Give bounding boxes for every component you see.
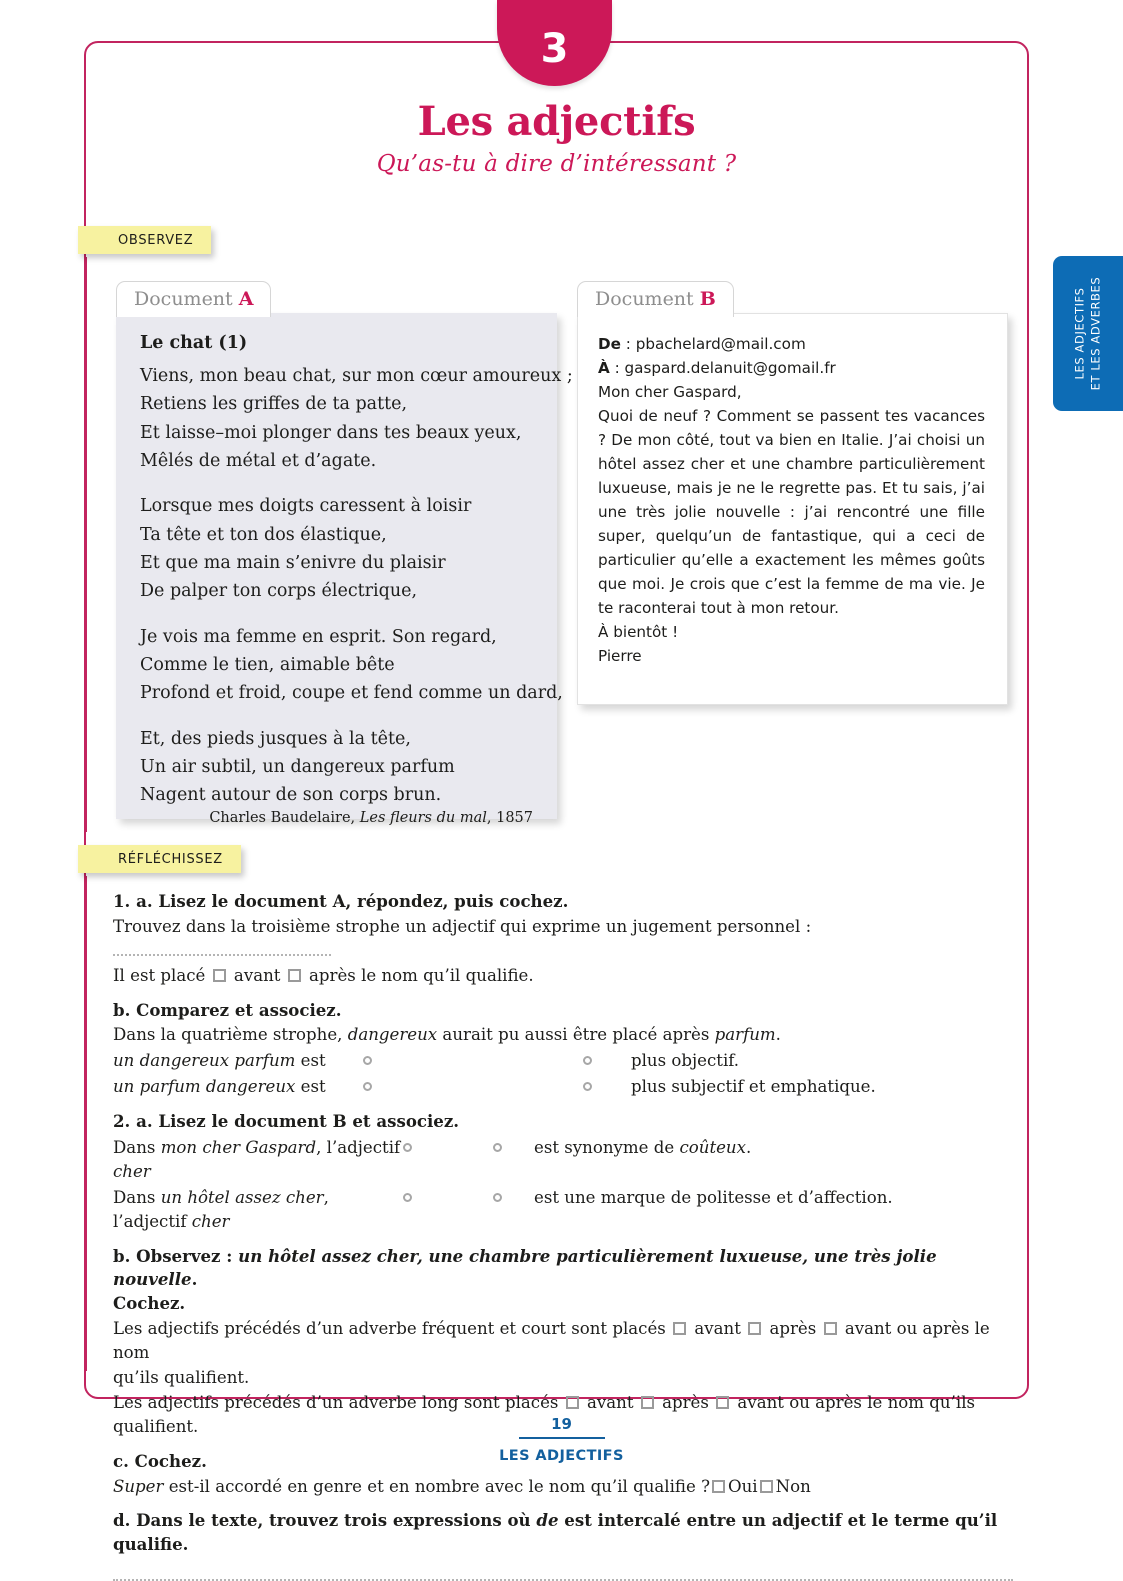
match-dot-right-cell — [493, 1186, 534, 1210]
checkbox-1a-avant-label: avant — [233, 965, 281, 985]
mail-from-value: : pbachelard@mail.com — [620, 335, 806, 353]
q2c-italic: Super — [113, 1476, 164, 1496]
footer-title: LES ADJECTIFS — [499, 1448, 624, 1464]
question-1a-prompt — [113, 915, 1013, 963]
title-block — [84, 100, 1029, 177]
question-2b-line1 — [113, 1317, 1013, 1365]
poem-source-work: Les fleurs du mal — [359, 809, 487, 826]
match-right-label — [534, 1136, 751, 1160]
mail-from-line — [598, 332, 985, 356]
document-a-tab-prefix: Document — [134, 288, 239, 310]
checkbox-2b1-apres-label: après — [769, 1319, 817, 1339]
question-1a-heading: 1. a. Lisez le document A, répondez, puis cochez. — [113, 891, 569, 911]
poem-line: Lorsque mes doigts caressent à loisir — [140, 496, 472, 517]
match-left-2 — [113, 1075, 363, 1099]
m3-r1: est synonyme de — [534, 1138, 680, 1158]
answer-field-1a[interactable] — [113, 945, 331, 956]
q1b-prompt-part1: Dans la quatrième strophe, — [113, 1025, 348, 1045]
match-left-italic: un dangereux parfum — [113, 1051, 296, 1071]
question-1a-prompt-text: Trouvez dans la troisième strophe un adjectif qui exprime un jugement personnel : — [113, 916, 812, 936]
match-left-italic: un parfum dangereux — [113, 1077, 296, 1097]
m4-i2: cher — [191, 1211, 230, 1231]
side-tab-text — [1072, 277, 1103, 391]
match-dot-right[interactable] — [583, 1082, 592, 1091]
match-dot-left[interactable] — [363, 1056, 372, 1065]
mail-greeting: Mon cher Gaspard, — [598, 383, 742, 402]
question-2a-heading: 2. a. Lisez le document B et associez. — [113, 1111, 460, 1132]
checkbox-2c-non-label: Non — [775, 1476, 811, 1496]
m3-ri: coûteux — [679, 1138, 746, 1158]
match-dot-left[interactable] — [403, 1193, 412, 1202]
observe-zone-rule — [85, 257, 87, 832]
question-2b-heading — [113, 1245, 1013, 1293]
document-a-panel — [116, 313, 573, 826]
question-1b-prompt — [113, 1023, 1013, 1047]
match-dot-right[interactable] — [583, 1056, 592, 1065]
q2d-italic: de — [536, 1510, 559, 1531]
q1b-prompt-italic2: parfum — [714, 1025, 776, 1045]
q2b-head-tail: . — [191, 1269, 198, 1290]
checkbox-2b1-apres[interactable] — [748, 1322, 761, 1335]
match-right-label: est une marque de politesse et d’affection. — [534, 1187, 893, 1207]
mail-to-value: : gaspard.delanuit@gomail.fr — [609, 359, 836, 378]
poem-line: Mêlés de métal et d’agate. — [140, 451, 377, 472]
q2d-part1: d. Dans le texte, trouvez trois expressions où — [113, 1510, 537, 1531]
poem-line: Un air subtil, un dangereux parfum — [140, 757, 455, 778]
page-subtitle: Qu’as-tu à dire d’intéressant ? — [376, 150, 737, 177]
checkbox-1a-apres-label: après le nom qu’il qualifie. — [309, 965, 534, 985]
poem-line: Ta tête et ton dos élastique, — [140, 524, 387, 545]
poem-stanza-4 — [140, 725, 533, 810]
mail-signoff: À bientôt ! — [598, 623, 679, 642]
question-2d-heading — [113, 1509, 1013, 1557]
checkbox-2b2-avant-label: avant — [586, 1392, 634, 1412]
mail-to-label: À — [598, 359, 610, 378]
poem-line: Et laisse–moi plonger dans tes beaux yeux, — [140, 422, 522, 443]
m4-p2: , l’adjectif — [113, 1187, 329, 1231]
poem-line: Nagent autour de son corps brun. — [140, 785, 442, 806]
document-a-tab-letter: A — [238, 288, 254, 310]
poem-line: Et que ma main s’enivre du plaisir — [140, 553, 446, 574]
match-row — [113, 1049, 1013, 1073]
q2b-head-italic: un hôtel assez cher, une chambre particulièrement luxueuse, une très jolie nouvelle — [113, 1245, 937, 1290]
q2c-prompt: est-il accordé en genre et en nombre avec le nom qu’il qualifie ? — [163, 1476, 710, 1496]
exercises-container — [113, 890, 1013, 1581]
mail-signature: Pierre — [598, 647, 642, 666]
poem-line: Profond et froid, coupe et fend comme un dard, — [140, 683, 563, 704]
poem-line: Et, des pieds jusques à la tête, — [140, 728, 411, 749]
question-2b-line1-cont: qu’ils qualifient. — [113, 1368, 250, 1388]
match-dot-right-cell — [583, 1049, 631, 1073]
match-row — [113, 1075, 1013, 1099]
document-b-tab-letter: B — [699, 288, 716, 310]
match-row — [113, 1186, 1013, 1234]
m3-p1: Dans — [113, 1138, 161, 1158]
document-b-panel — [577, 313, 1008, 705]
checkbox-2b1-avant-ou-apres-label: avant ou après le nom — [113, 1319, 990, 1363]
match-dot-left-cell — [363, 1075, 583, 1099]
m4-i1: un hôtel assez cher — [160, 1187, 324, 1207]
side-tab-line2: ET LES ADVERBES — [1088, 276, 1102, 391]
match-left-3 — [113, 1136, 403, 1184]
poem-stanza-2 — [140, 492, 533, 605]
checkbox-2b1-avant[interactable] — [673, 1322, 686, 1335]
m3-i1: mon cher Gaspard — [160, 1138, 317, 1158]
match-right-label: plus subjectif et emphatique. — [631, 1077, 876, 1097]
q1b-prompt-part3: . — [775, 1025, 781, 1045]
match-dot-left-cell — [403, 1136, 493, 1160]
q2d-part2: est intercalé entre un adjectif et le terme qu’il qualifie. — [113, 1510, 998, 1555]
match-dot-left-cell — [403, 1186, 493, 1210]
checkbox-2b1-avant-label: avant — [694, 1319, 741, 1339]
q1b-prompt-part2: aurait pu aussi être placé après — [437, 1025, 715, 1045]
checkbox-2c-non[interactable] — [760, 1480, 773, 1493]
poem-line: Viens, mon beau chat, sur mon cœur amoureux ; — [140, 366, 573, 386]
question-1a-placed-label: Il est placé — [113, 965, 206, 985]
document-b-tab — [577, 281, 734, 317]
m4-p1: Dans — [113, 1187, 161, 1207]
checkbox-2c-oui[interactable] — [712, 1480, 725, 1493]
poem-title: Le chat (1) — [140, 333, 248, 353]
question-2c-heading: c. Cochez. — [113, 1450, 207, 1471]
match-left-4 — [113, 1186, 403, 1234]
match-left-1 — [113, 1049, 363, 1073]
side-tab-line1: LES ADJECTIFS — [1072, 287, 1087, 380]
checkbox-2b2-avant[interactable] — [566, 1396, 579, 1409]
section-label-observez: OBSERVEZ — [78, 226, 211, 254]
poem-stanza-1 — [140, 362, 573, 475]
poem-line: Je vois ma femme en esprit. Son regard, — [140, 626, 497, 647]
m3-p2: , l’adjectif — [316, 1138, 401, 1158]
mail-body: Quoi de neuf ? Comment se passent tes vacances ? De mon côté, tout va bien en Italie. J’ai choisi un hôtel assez cher et une chambre particulièrement luxueuse, mais je ne le regrette pas. Et tu sais, j’ai une très jolie nouvelle : j’ai rencontré une fille super, quelqu’un de fantastique, qui a ceci de particulier qu’elle a exactement les mêmes goûts que moi. Je crois que c’est la femme de ma vie. Je te raconterai tout à mon retour. — [598, 407, 985, 618]
checkbox-1a-avant[interactable] — [213, 969, 226, 982]
poem-source-year: , 1857 — [486, 809, 533, 826]
poem-line: Retiens les griffes de ta patte, — [140, 394, 408, 415]
match-row — [113, 1136, 1013, 1184]
match-left-tail: est — [295, 1051, 326, 1071]
match-dot-right-cell — [583, 1075, 631, 1099]
question-1b-heading: b. Comparez et associez. — [113, 999, 342, 1020]
match-dot-left-cell — [363, 1049, 583, 1073]
document-b-tab-prefix: Document — [595, 288, 700, 310]
question-2c-line — [113, 1475, 1013, 1499]
checkbox-2b2-apres-label: après — [662, 1392, 709, 1412]
m3-r2: . — [745, 1138, 752, 1158]
poem-line: Comme le tien, aimable bête — [140, 655, 395, 676]
question-1a-options — [113, 964, 1013, 988]
match-dot-right[interactable] — [493, 1143, 502, 1152]
q2b-line2-text: Les adjectifs précédés d’un adverbe long sont placés — [113, 1392, 559, 1412]
match-left-tail: est — [295, 1077, 326, 1097]
mail-from-label: De — [598, 335, 621, 353]
page-footer — [0, 1414, 1123, 1464]
match-dot-right[interactable] — [493, 1193, 502, 1202]
q2b-head-text: b. Observez : — [113, 1245, 239, 1266]
poem-source — [140, 810, 533, 826]
checkbox-2b1-avant-ou-apres[interactable] — [824, 1322, 837, 1335]
reflect-zone-rule — [85, 876, 87, 1371]
q2b-line1-text: Les adjectifs précédés d’un adverbe fréquent et court sont placés — [113, 1319, 666, 1339]
q1b-prompt-italic1: dangereux — [347, 1025, 438, 1045]
checkbox-2b2-avant-ou-apres-label: avant ou après le nom qu’ils qualifient. — [113, 1392, 976, 1436]
poem-stanza-3 — [140, 623, 563, 708]
question-2b-cochez: Cochez. — [113, 1293, 186, 1314]
page-title: Les adjectifs — [417, 98, 696, 145]
section-label-reflechissez: RÉFLÉCHISSEZ — [78, 845, 241, 873]
match-dot-left[interactable] — [363, 1082, 372, 1091]
poem-line: De palper ton corps électrique, — [140, 581, 418, 602]
mail-to-line — [598, 356, 985, 380]
m3-i2: cher — [113, 1161, 151, 1181]
match-dot-right-cell — [493, 1136, 534, 1160]
poem-source-author: Charles Baudelaire, — [209, 809, 360, 826]
checkbox-2b2-apres[interactable] — [641, 1396, 654, 1409]
document-a-tab — [116, 281, 271, 317]
match-right-label: plus objectif. — [631, 1051, 740, 1071]
checkbox-2c-oui-label: Oui — [727, 1476, 758, 1496]
match-dot-left[interactable] — [403, 1143, 412, 1152]
side-tab-chapter — [1053, 256, 1123, 411]
checkbox-2b2-avant-ou-apres[interactable] — [716, 1396, 729, 1409]
checkbox-1a-apres[interactable] — [288, 969, 301, 982]
chapter-number: 3 — [540, 26, 569, 72]
page-number: 19 — [519, 1415, 605, 1439]
